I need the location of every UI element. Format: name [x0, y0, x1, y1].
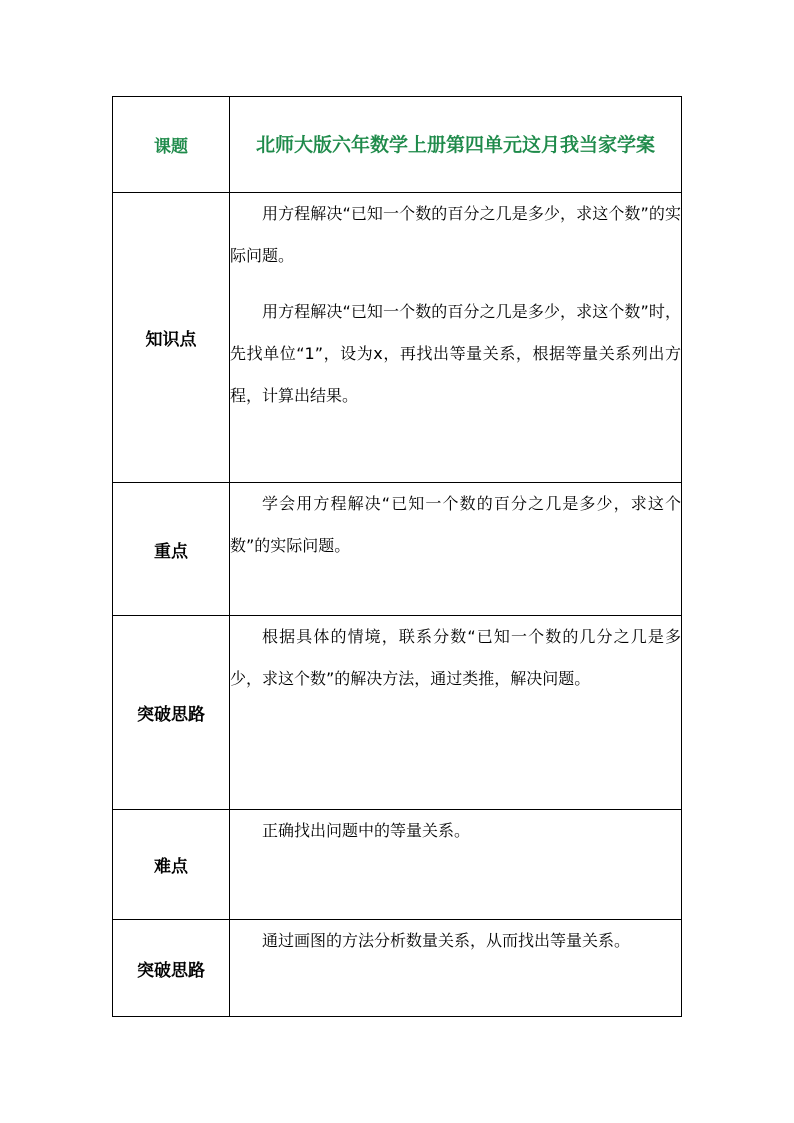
- title-row: [113, 97, 682, 193]
- key-point-label: 重点: [113, 483, 230, 616]
- breakthrough-label-1: 突破思路: [113, 616, 230, 810]
- lesson-title: 北师大版六年数学上册第四单元这月我当家学案: [230, 97, 682, 193]
- difficulty-row: [113, 810, 682, 920]
- breakthrough-label-2: 突破思路: [113, 920, 230, 1017]
- key-point-content: [230, 483, 682, 616]
- title-label: 课题: [113, 97, 230, 193]
- knowledge-row: [113, 193, 682, 483]
- knowledge-paragraph-1: 用方程解决“已知一个数的百分之几是多少，求这个数”的实际问题。: [230, 204, 681, 265]
- breakthrough-row-2: [113, 920, 682, 1017]
- difficulty-content: [230, 810, 682, 920]
- key-point-row: [113, 483, 682, 616]
- lesson-plan-table: [112, 96, 682, 1017]
- knowledge-content: [230, 193, 682, 483]
- key-point-paragraph: 学会用方程解决“已知一个数的百分之几是多少，求这个数”的实际问题。: [230, 494, 681, 555]
- breakthrough-content-2: [230, 920, 682, 1017]
- knowledge-label: 知识点: [113, 193, 230, 483]
- difficulty-paragraph: 正确找出问题中的等量关系。: [262, 821, 471, 840]
- breakthrough-paragraph-2: 通过画图的方法分析数量关系，从而找出等量关系。: [262, 931, 631, 950]
- difficulty-label: 难点: [113, 810, 230, 920]
- knowledge-paragraph-2: 用方程解决“已知一个数的百分之几是多少，求这个数”时，先找单位“1”，设为x，再找出等量关系，根据等量关系列出方程，计算出结果。: [230, 302, 681, 405]
- breakthrough-paragraph-1: 根据具体的情境，联系分数“已知一个数的几分之几是多少，求这个数”的解决方法，通过类推，解决问题。: [230, 627, 681, 688]
- breakthrough-content-1: [230, 616, 682, 810]
- breakthrough-row-1: [113, 616, 682, 810]
